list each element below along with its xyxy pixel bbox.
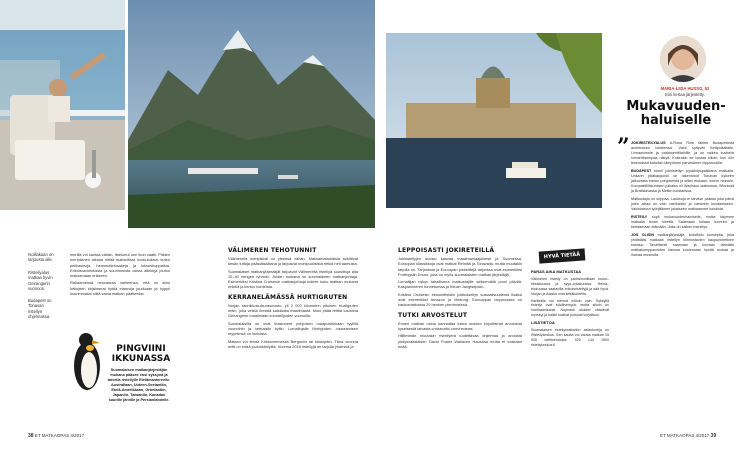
penguin-title (110, 344, 172, 364)
col3-paragraph: Hillitmmän muutakin risteilyerä luotettavaa ohjelmaa ja arvoista yhdysvaltalaisen David Foster Wallacen Hauskaa mutta ei koskaan enää. (398, 333, 522, 349)
penguin-box (70, 330, 170, 425)
author-role: Eini kertaa järjestetty. (665, 92, 705, 97)
col3-paragraph: Lomailijan nykyv tahallisena matkustajille seitsemällä puoli päivää, Kaspianmeren tunnetumaa ja Kiinan Jangtsejokin. (398, 279, 522, 290)
section-heading: LEPPOISASTI JOKIRETEILLÄ (398, 247, 495, 254)
quote-mark-icon: ” (617, 134, 630, 160)
lead-word: JOKIRISTEILYALUS (631, 141, 666, 145)
col2-paragraph: Matkan voi tehdä Kirkkoniemessä Bergeniin tai toisinpäin. Tänä vuonna reitti on enää jouluristeilyillä. Vuonna 2018 risteilyjä on tarjolla yhdessä ja. (228, 338, 358, 349)
tip-paragraph: Karibialle voi mennä milloin vain. Syksyllä risteilyt ovat edullisempia, mutta silloin on hurrikaanikausi. Nopeasti alukset väistävät myrskyt ja kaikki matkat joutuvat korjattuun. (531, 298, 609, 318)
page-number: 39 (710, 433, 717, 439)
col2-paragraph: Välimerellä meripäiviä on yleensä vähän. Maksamatamaisia tuikittivat kesän tuttuja pääsiäisaikana ja tarjoavat monipuolisista retkiä heti aamusta. (228, 256, 358, 267)
col2-paragraph: Norjan rannikkokulkuneuvosto, yli 2 000 kilometrin pituisen Hurtigruten reitin, joka veistä ihmisiä kaikkialta maailmasta. Moni pitää reittiä kauniina Geirangerin maailmaan kuuntelijoiden vuonoilla. (228, 302, 358, 319)
article-column-2 (228, 243, 358, 351)
tip-box (531, 250, 609, 428)
tip-heading: PARAS AIKA MATKUSTAA (531, 269, 582, 274)
penguin-title-line: PINGVIINI (116, 344, 166, 354)
penguin-body: Suomalaisen matkanjärjestäjän mukana pääsee ensi syksynä ja talvella risteilylle Etelämantereelle. Australiaan, Uuteen-Seelantiin, Etelä-Amerikkaan, Grönlantiin, Japaniin, Taiwaniin, Kanadan suurille järville ja Persianlahdelle. (107, 368, 171, 402)
article-column-1 (70, 252, 170, 298)
footer-right (660, 433, 716, 439)
article-column-3 (398, 243, 522, 351)
penguin-illustration (70, 330, 104, 392)
fjord-mountain-photo (128, 0, 375, 228)
right-title (617, 100, 735, 128)
lead-word: RISTEILY (631, 215, 648, 219)
right-column (631, 141, 734, 261)
footer-left (28, 433, 84, 439)
tip-content (531, 270, 609, 350)
col3-paragraph: Ennen matkan osioa kannattaa lukea muiden kirjoittamat arvostelut kyseisestä laivasta cruisecritic.com/reviews (398, 320, 522, 331)
tip-heading: LISÄTIETOA (531, 320, 555, 326)
lead-word: JOS OLISIN (631, 233, 655, 237)
section-heading: VÄLIMEREN TEHOTUNNIT (228, 247, 317, 254)
right-paragraph: toimii jokiristeilyn pysähdyspaikkana matkalla. Unkarin pääkaupunki on rakentunut Tonavan kylkeen jatkuvasta meren pohjoisesta ja sillan mukaan, minne heinisin. Kompaktiliikkumisen julkaisu oli Wachaun laaksossa, Wienissä ja Bratislavassa ja Melkin luostarissa. (631, 169, 734, 193)
col3-paragraph: Jokiristeilyjen suosio kasvaa maailmanlaajuisesti ja Suomessa. Euroopan klassikkoja ovat matkat Reiniltä ja Tonavalla, mutta muutakin tarjolla on. Tarjouksia ja Euroopan jokireittejä tarjontaa ovat esimerkiksi Porttugalin Douro, joka on myös suomalaisten matkan järjestäjiä. (398, 256, 522, 277)
page-number: 38 (28, 433, 34, 439)
author-avatar (660, 36, 706, 82)
tip-paragraph: Suomalaisen risteilymatkailun asiantuntija on Risteilykeskus. Sen kautta voi varata matkan 15 000 vaihtoehdosta. 020 144 1800 risteilykeskus.fi (531, 328, 609, 347)
col2-paragraph: Suomalaiset matkanjärjestäjät tarjoavat Välimerellä risteilyä suosittuja alta 10–40 hengen ryhmiin. Joiden mukana on suomalainen matkanjohtaja. Esimerkiksi Kristina Cruisesin matkanjohtaja kulkee koko matkan mukana retkillä ja kertoo kohteista. (228, 268, 358, 290)
right-paragraph: Matkustajia on keppaa. Laukkuja ei tarvitse pakata joka päivä joten aikaa on vain vaelluksiin ja varsinkin kuvaamiseen. Vakiokasvot työnjälkeen jokaiseen matkaamme kohdista. (631, 197, 734, 211)
col2-paragraph: Suomalaisilta on ovat ihastuneet pohjoisen maapuistikkaan tyylillä vuonoihin ja herttaisiin kyliin. Lomalinjalle Hurtigruten -vastaamisen myyntinsä on hintoista. (228, 320, 358, 337)
col3-paragraph: Kristina Cruisesin ekoomitteisiin jokikuiseilyn sosiaalisuudesta lisäksi ovat esimerkiksi Amazon ja Mekong. Eurooppan tarjonnassa on kaukomatkoista 20 henken pienimmissä. (398, 291, 522, 308)
section-heading: TUTKI ARVOSTELUT (398, 311, 468, 319)
right-title-line: Mukavuuden- (626, 99, 726, 114)
lead-word: BUDAPEST (631, 169, 652, 173)
col1-paragraph: Rahaamensä neuvamaa vaiheensa, että on siksi lotkujeen kirjaimerat hyttiä elanvoja jouduaan ja hyppii suurimmaksi silliä vasta matkan päätteeksi. (70, 280, 170, 297)
caption-2: Risteilyalus matkaa hyvin Geirangerin vuonoon. (28, 270, 53, 292)
right-paragraph: A-Rosa Riva tähtee Budapestista aurinkoisen loisteessa. Valot syttyvät Kettpolilaitalle, Linnaavorelle ja parlamenttitaloille, ja on vaikea kuvitella romanttisempaa näkyä. Kuitenkin se loistaa silloin, kun olin tekemässä kahvilan lämpöisen parvekkeen riipputuolilla. (631, 141, 734, 165)
right-paragraph: matkanjärjestäjä, kokeilisin konseptia, joka yhdistäisi matkaan risteilyn kiinnostavien kaupunkiretkien kanssa. Tavallisesti saamaan ja kuivaan tärinään matkakumppaneiden kanssa kuulemaan hyvää ruokaa ja ihanaa museoita. (631, 233, 735, 257)
author-name: MARIA-LIISA HUSSO, 52 (660, 86, 710, 91)
budapest-river-photo (386, 33, 602, 208)
magazine-label: ET MATKAOPAS 4/2017 (34, 433, 85, 438)
cruise-deck-photo (0, 0, 125, 210)
tip-paragraph: Välimeren risteily on parhaimmillaan touko–kesäkuussa ja syys–lokakuussa. Heinä–elokuussa saatavilla erikoisristeilyjä ja sää hyvä. Norjan ja Alaska ovat kesäkohteita. (531, 276, 609, 296)
tip-header: HYVÄ TIETÄÄ (539, 248, 586, 263)
magazine-label: ET MATKAOPAS 4/2017 (660, 433, 710, 438)
penguin-title-line: IKKUNASSA (111, 354, 171, 364)
section-heading: KERRANELÄMÄSSÄ HURTIGRUTEN (228, 293, 348, 301)
caption-3: Budapest on Tonavan risteilyn ohjelmassa. (28, 298, 52, 320)
right-title-line: haluiselle (640, 113, 712, 128)
col1-paragraph: merillä voi kantaa vähän. Itsekorut onn ikon vaatii. Pitkien meripäivien aikana riittää maksullista hookutuksia, kuten pelikasinoja, hemmottelusakeja ja luksushoppailua. Erikoisravintoloista ja suurimmista osista allekirja joutuu maksamaan erikseen. (70, 252, 170, 279)
caption-1: Isoillakaan on tarjousta alle. (28, 252, 54, 263)
right-paragraph: sopii mukavuudenhaluiselle, mutta käymme matkalla ilman kiirettä. Salamaan tuliaan tuoreen ja kertaamaan elämään. Joka on kaiken merkitys. (631, 215, 734, 229)
